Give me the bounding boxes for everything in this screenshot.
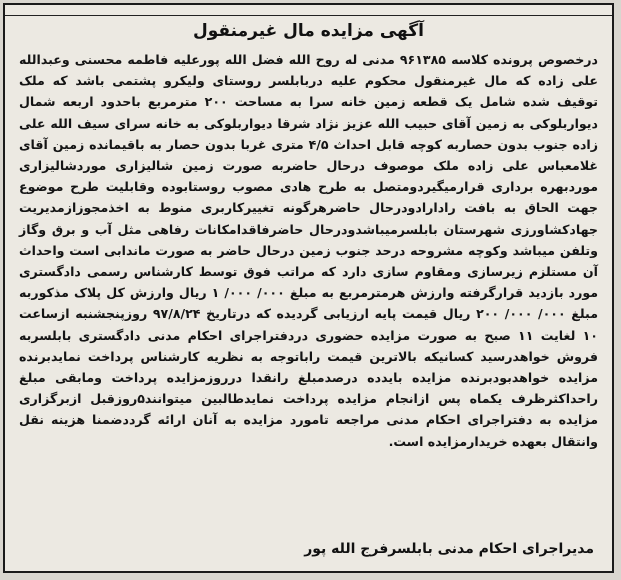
notice-title: آگهی مزایده مال غیرمنقول xyxy=(193,21,424,41)
notice-signature: مدیراجرای احکام مدنی بابلسرفرج الله پور xyxy=(304,541,594,557)
notice-paragraph: درخصوص پرونده کلاسه ۹۶۱۳۸۵ مدنی له روح الله فضل الله پورعلیه فاطمه محسنی وعبدالله علی زاده که مال غیرمنقول محکوم علیه دربابلسر روستای ولیکرو پشتمی باشد که ملک توقیف شده شامل یک قطعه زمین خانه سرا به مساحت ۲۰۰ مترمربع باحدود اربعه شمال دیواربلوکی به زمین آقای حبیب الله عزیز نژاد شرقا دیواربلوکی به خانه سرای سیف الله علی زاده جنوب بدون حصاربه کوچه قابل احداث ۴/۵ متری غربا بدون حصار به باقیمانده زمین آقای غلامعباس علی زاده ملک موصوف درحال حاضربه صورت زمین شالیزاری موردشالیزاری موردبهره برداری قرارمیگیردومتصل به طرح هادی مصوب روستابوده وقابلیت طرح موضوع جهت الحاق به بافت رادارادودرحال حاضرهرگونه تغییرکاربری منوط به اخذمجوزازمدیریت جهادکشاورزی شهرستان بابلسرمیباشدودرحال حاضرفاقدامکانات رفاهی مثل آب و برق وگاز وتلفن میباشد وکوچه مشروحه درحد جنوب زمین درحال حاضر به صورت ماندابی است واحداث آن مستلزم زیرسازی ومقاوم سازی دارد که مراتب فوق توسط کارشناس رسمی دادگستری مورد بازدید قرارگرفته وارزش هرمترمربع به مبلغ ۰۰۰/ ۰۰۰/ ۱ ریال وارزش کل پلاک مذکوربه مبلغ ۰۰۰/ ۰۰۰/ ۲۰۰ ریال قیمت پایه ارزیابی گردیده که درتاریخ ۹۷/۸/۲۴ روزپنجشنبه ازساعت ۱۰ لغایت ۱۱ صبح به صورت مزایده حضوری دردفتراجرای احکام مدنی دادگستری بابلسربه فروش خواهدرسید کسانیکه بالاترین قیمت راباتوجه به نظریه کارشناس پرداخت نمایدبرنده مزایده خواهدبودبرنده مزایده بایدده درصدمبلغ رانقدا درروزمزایده پرداخت ومابقی مبلغ راحداکثرظرف یکماه پس ازانجام مزایده پرداخت نمایدطالبین میتوانند۵روزقبل ازبرگزاری مزایده به دفتراجرای احکام مدنی مراجعه تامورد مزایده به آنان ارائه گرددضمنا هزینه نقل وانتقال بعهده خریدارمزایده است. xyxy=(19,52,599,449)
notice-frame xyxy=(3,3,614,573)
notice-body xyxy=(19,49,598,452)
top-rule xyxy=(5,15,612,16)
